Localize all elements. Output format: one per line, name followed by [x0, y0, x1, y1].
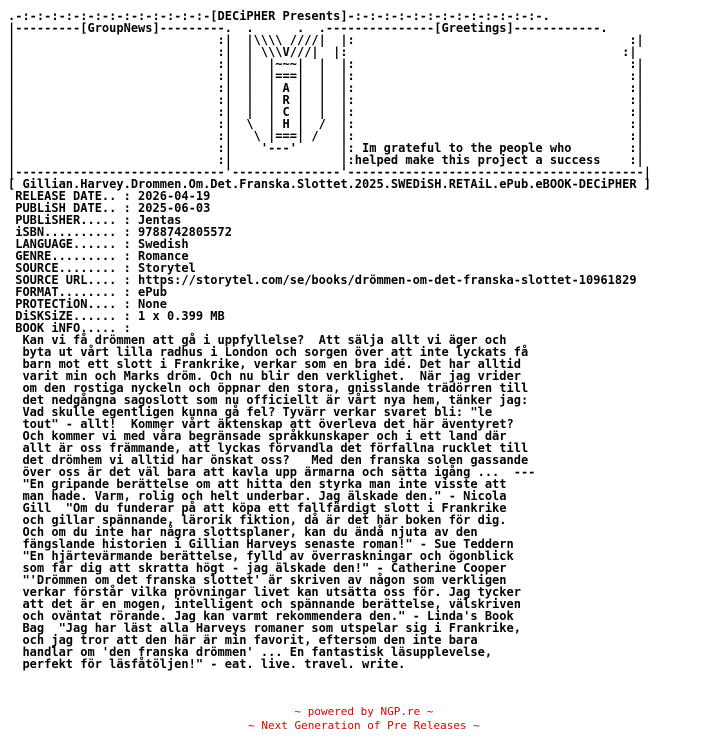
- powered-by-line: ~ powered by NGP.re ~: [294, 705, 434, 718]
- nfo-text: .-:-:-:-:-:-:-:-:-:-:-:-:-:-[DECiPHER Presents]-:-:-:-:-:-:-:-:-:-:-:-:-:-. |---------[GroupNews]---------. . . .---------------[Greetings]------------. | :| |\\\\ ////| |: :| | :| | \\\V///| |: :| | :| | |~~~| | |: :| | :| | |===| | |: :| | :| | | A | | |: :| | :| | | R | | |: :| | :| | | C | | |: :| | :| \ | H | / |: :| | :| \ |===| / |: :| | :| '---' |: Im grateful to the people who :| | :| |:helped make this project a success :| |-----------------------------'---------------'-----------------------------------------| [ Gillian.Harvey.Drommen.Om.Det.Franska.Slottet.2025.SWEDiSH.RETAiL.ePub.eBOOK-DECiPHER ] RELEASE DATE.. : 2026-04-19 PUBLiSH DATE.. : 2025-06-03 PUBLiSHER..... : Jentas iSBN.......... : 9788742805572 LANGUAGE...... : Swedish GENRE......... : Romance SOURCE........ : Storytel SOURCE URL.... : https://storytel.com/se/books/drömmen-om-det-franska-slottet-10961829 FORMAT........ : ePub PROTECTiON.... : None DiSKSiZE...... : 1 x 0.399 MB BOOK iNFO..... : Kan vi få drömmen att gå i uppfyllelse? Att sälja allt vi äger och byta ut vårt lilla radhus i London och sorgen över att inte lyckats få barn mot ett slott i Frankrike, verkar som en bra idé. Det har alltid varit min och Marks dröm. Och nu blir den verklighet. När jag vrider om den rostiga nyckeln och öppnar den stora, gnisslande trädörren till det nedgångna sagoslott som nu officiellt är vårt nya hem, tänker jag: Vad skulle egentligen kunna gå fel? Tyvärr verkar svaret bli: "le tout" - allt! Kommer vårt äktenskap att överleva det här äventyret? Och kommer vi med våra begränsade språkkunskaper och i ett land där allt är oss främmande, att lyckas förvandla det förfallna rucklet till det drömhem vi alltid har önskat oss? Med den franska solen gassande över oss är det väl bara att kavla upp ärmarna och sätta igång ... --- "En gripande berättelse om att hitta den styrka man inte visste att man hade. Varm, rolig och helt underbar. Jag älskade den." - Nicola Gill "Om du funderar på att köpa ett fallfärdigt slott i Frankrike och gillar spännande, lärorik fiktion, då är det här boken för dig. Och om du inte har några slottsplaner, kan du ändå njuta av den fängslande historien i Gillian Harveys senaste roman!" - Sue Teddern "En hjärtevärmande berättelse, fylld av överraskningar och ögonblick som får dig att skratta högt - jag älskade den!" - Catherine Cooper "'Drömmen om det franska slottet' är skriven av någon som verkligen verkar förstår vilka prövningar livet kan utsätta oss för. Jag tycker att det är en mogen, intelligent och spännande berättelse, välskriven och oväntat rörande. Jag kan varmt rekommendera den." - Linda's Book Bag "Jag har läst alla Harveys romaner som utspelar sig i Frankrike, och jag tror att den här är min favorit, eftersom den inte bara handlar om 'den franska drömmen' ... En fantastisk läsupplevelse, perfekt för läsfåtöljen!" - eat. live. travel. write.: [8, 9, 651, 671]
- next-generation-line: ~ Next Generation of Pre Releases ~: [248, 719, 480, 732]
